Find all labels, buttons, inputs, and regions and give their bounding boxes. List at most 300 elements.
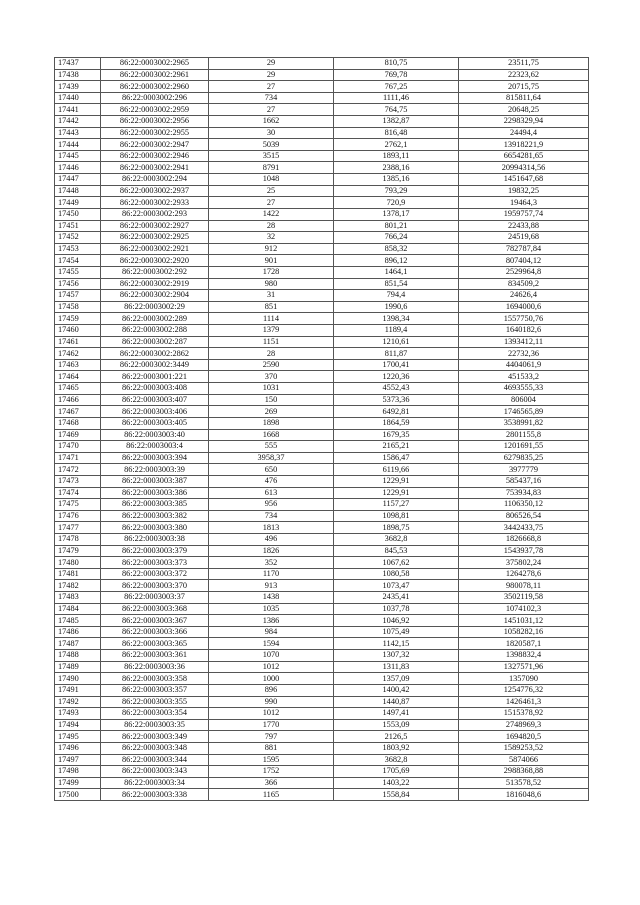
table-cell: 1000: [209, 673, 334, 685]
table-cell: 3538991,82: [459, 417, 589, 429]
table-row: [55, 417, 589, 429]
table-cell: 17460: [55, 325, 101, 337]
table-cell: 650: [209, 464, 334, 476]
table-cell: 22323,62: [459, 69, 589, 81]
table-cell: 86:22:0003003:39: [101, 464, 209, 476]
table-cell: 1826: [209, 545, 334, 557]
table-cell: 845,53: [334, 545, 459, 557]
table-cell: 17449: [55, 197, 101, 209]
table-cell: 17469: [55, 429, 101, 441]
table-cell: 806526,54: [459, 510, 589, 522]
table-cell: 20648,25: [459, 104, 589, 116]
table-cell: 17470: [55, 441, 101, 453]
table-cell: 86:22:0003003:338: [101, 789, 209, 801]
table-cell: 17493: [55, 708, 101, 720]
table-cell: 17438: [55, 69, 101, 81]
table-cell: 797: [209, 731, 334, 743]
table-cell: 17446: [55, 162, 101, 174]
table-cell: 366: [209, 777, 334, 789]
table-row: [55, 290, 589, 302]
table-cell: 86:22:0003002:2959: [101, 104, 209, 116]
table-cell: 86:22:0003003:36: [101, 661, 209, 673]
table-cell: 2590: [209, 359, 334, 371]
table-row: [55, 255, 589, 267]
table-row: [55, 359, 589, 371]
table-cell: 1142,15: [334, 638, 459, 650]
table-row: [55, 475, 589, 487]
table-cell: 6279835,25: [459, 452, 589, 464]
table-cell: 555: [209, 441, 334, 453]
table-cell: 2529964,8: [459, 266, 589, 278]
table-cell: 17459: [55, 313, 101, 325]
table-cell: 17441: [55, 104, 101, 116]
table-cell: 27: [209, 81, 334, 93]
table-cell: 1357090: [459, 673, 589, 685]
table-row: [55, 127, 589, 139]
table-cell: 1594: [209, 638, 334, 650]
table-row: [55, 626, 589, 638]
table-cell: 17484: [55, 603, 101, 615]
table-cell: 1752: [209, 766, 334, 778]
table-cell: 816,48: [334, 127, 459, 139]
table-cell: 86:22:0003003:386: [101, 487, 209, 499]
table-cell: 1165: [209, 789, 334, 801]
table-row: [55, 592, 589, 604]
table-cell: 1694000,6: [459, 301, 589, 313]
table-row: [55, 568, 589, 580]
table-cell: 17478: [55, 533, 101, 545]
table-cell: 86:22:0003002:289: [101, 313, 209, 325]
table-cell: 17456: [55, 278, 101, 290]
table-cell: 1111,46: [334, 92, 459, 104]
table-cell: 1378,17: [334, 208, 459, 220]
table-cell: 30: [209, 127, 334, 139]
table-cell: 17498: [55, 766, 101, 778]
table-cell: 851: [209, 301, 334, 313]
table-cell: 613: [209, 487, 334, 499]
table-cell: 86:22:0003003:373: [101, 557, 209, 569]
table-cell: 24626,4: [459, 290, 589, 302]
table-cell: 86:22:0003003:405: [101, 417, 209, 429]
table-cell: 17496: [55, 742, 101, 754]
table-cell: 17474: [55, 487, 101, 499]
table-cell: 29: [209, 58, 334, 70]
table-cell: 1426461,3: [459, 696, 589, 708]
table-cell: 1816048,6: [459, 789, 589, 801]
table-cell: 980: [209, 278, 334, 290]
table-cell: 375802,24: [459, 557, 589, 569]
table-cell: 1662: [209, 116, 334, 128]
table-cell: 17489: [55, 661, 101, 673]
table-cell: 17471: [55, 452, 101, 464]
table-cell: 476: [209, 475, 334, 487]
table-cell: 86:22:0003003:367: [101, 615, 209, 627]
table-row: [55, 336, 589, 348]
table-cell: 1497,41: [334, 708, 459, 720]
table-cell: 1803,92: [334, 742, 459, 754]
table-cell: 1357,09: [334, 673, 459, 685]
table-cell: 451533,2: [459, 371, 589, 383]
table-cell: 86:22:0003003:365: [101, 638, 209, 650]
table-cell: 1558,84: [334, 789, 459, 801]
table-cell: 17442: [55, 116, 101, 128]
table-cell: 17468: [55, 417, 101, 429]
table-row: [55, 731, 589, 743]
table-cell: 2762,1: [334, 139, 459, 151]
table-row: [55, 197, 589, 209]
table-cell: 956: [209, 499, 334, 511]
table-cell: 86:22:0003003:407: [101, 394, 209, 406]
table-cell: 25: [209, 185, 334, 197]
table-row: [55, 789, 589, 801]
table-cell: 86:22:0003003:343: [101, 766, 209, 778]
table-cell: 86:22:0003003:372: [101, 568, 209, 580]
table-cell: 86:22:0003003:349: [101, 731, 209, 743]
table-row: [55, 394, 589, 406]
table-cell: 1451031,12: [459, 615, 589, 627]
table-cell: 86:22:0003003:394: [101, 452, 209, 464]
table-cell: 1668: [209, 429, 334, 441]
table-cell: 1700,41: [334, 359, 459, 371]
table-cell: 815811,64: [459, 92, 589, 104]
table-cell: 31: [209, 290, 334, 302]
table-cell: 1046,92: [334, 615, 459, 627]
table-cell: 17444: [55, 139, 101, 151]
table-cell: 24519,68: [459, 232, 589, 244]
table-cell: 753934,83: [459, 487, 589, 499]
table-cell: 86:22:0003002:292: [101, 266, 209, 278]
table-row: [55, 301, 589, 313]
table-cell: 496: [209, 533, 334, 545]
table-cell: 858,32: [334, 243, 459, 255]
table-cell: 86:22:0003003:385: [101, 499, 209, 511]
table-cell: 17473: [55, 475, 101, 487]
table-cell: 513578,52: [459, 777, 589, 789]
table-row: [55, 754, 589, 766]
table-cell: 3515: [209, 150, 334, 162]
table-cell: 17463: [55, 359, 101, 371]
table-row: [55, 58, 589, 70]
table-cell: 1438: [209, 592, 334, 604]
table-row: [55, 116, 589, 128]
table-row: [55, 441, 589, 453]
cadastral-value-table: [54, 57, 589, 801]
table-cell: 86:22:0003003:358: [101, 673, 209, 685]
table-cell: 1379: [209, 325, 334, 337]
table-cell: 1012: [209, 708, 334, 720]
table-cell: 1826668,8: [459, 533, 589, 545]
table-cell: 17485: [55, 615, 101, 627]
table-cell: 1893,11: [334, 150, 459, 162]
table-cell: 1589253,52: [459, 742, 589, 754]
table-cell: 1398,34: [334, 313, 459, 325]
table-cell: 86:22:0003003:408: [101, 383, 209, 395]
table-cell: 1400,42: [334, 684, 459, 696]
table-cell: 86:22:0003002:2955: [101, 127, 209, 139]
table-cell: 896: [209, 684, 334, 696]
table-cell: 86:22:0003002:2965: [101, 58, 209, 70]
table-row: [55, 325, 589, 337]
table-row: [55, 487, 589, 499]
table-cell: 1048: [209, 174, 334, 186]
table-cell: 17486: [55, 626, 101, 638]
table-cell: 1189,4: [334, 325, 459, 337]
table-cell: 1058282,16: [459, 626, 589, 638]
table-cell: 17491: [55, 684, 101, 696]
table-cell: 86:22:0003003:354: [101, 708, 209, 720]
table-cell: 1170: [209, 568, 334, 580]
table-cell: 1464,1: [334, 266, 459, 278]
table-cell: 86:22:0003003:40: [101, 429, 209, 441]
table-cell: 913: [209, 580, 334, 592]
table-cell: 2435,41: [334, 592, 459, 604]
table-cell: 1201691,55: [459, 441, 589, 453]
table-cell: 1151: [209, 336, 334, 348]
table-cell: 1515378,92: [459, 708, 589, 720]
table-cell: 5373,36: [334, 394, 459, 406]
table-cell: 17495: [55, 731, 101, 743]
table-row: [55, 557, 589, 569]
table-cell: 86:22:0003002:296: [101, 92, 209, 104]
table-cell: 352: [209, 557, 334, 569]
table-cell: 86:22:0003002:2960: [101, 81, 209, 93]
table-row: [55, 92, 589, 104]
table-cell: 17497: [55, 754, 101, 766]
table-cell: 5039: [209, 139, 334, 151]
table-cell: 1080,58: [334, 568, 459, 580]
table-cell: 86:22:0003003:37: [101, 592, 209, 604]
table-row: [55, 266, 589, 278]
table-cell: 6119,66: [334, 464, 459, 476]
table-cell: 1037,78: [334, 603, 459, 615]
table-cell: 1728: [209, 266, 334, 278]
table-cell: 86:22:0003002:2904: [101, 290, 209, 302]
table-cell: 2165,21: [334, 441, 459, 453]
table-cell: 2388,16: [334, 162, 459, 174]
table-cell: 86:22:0003002:2925: [101, 232, 209, 244]
table-cell: 1386: [209, 615, 334, 627]
table-row: [55, 777, 589, 789]
table-cell: 1990,6: [334, 301, 459, 313]
table-cell: 1705,69: [334, 766, 459, 778]
table-cell: 17453: [55, 243, 101, 255]
table-cell: 86:22:0003002:2920: [101, 255, 209, 267]
table-cell: 1307,32: [334, 650, 459, 662]
table-cell: 1770: [209, 719, 334, 731]
table-cell: 27: [209, 104, 334, 116]
table-cell: 811,87: [334, 348, 459, 360]
table-cell: 1073,47: [334, 580, 459, 592]
table-row: [55, 650, 589, 662]
table-cell: 86:22:0003003:379: [101, 545, 209, 557]
table-cell: 17466: [55, 394, 101, 406]
table-cell: 17480: [55, 557, 101, 569]
table-cell: 86:22:0003002:2961: [101, 69, 209, 81]
table-cell: 17458: [55, 301, 101, 313]
table-cell: 17494: [55, 719, 101, 731]
table-row: [55, 162, 589, 174]
table-cell: 86:22:0003003:387: [101, 475, 209, 487]
table-cell: 17445: [55, 150, 101, 162]
table-cell: 17457: [55, 290, 101, 302]
table-cell: 1898: [209, 417, 334, 429]
table-row: [55, 533, 589, 545]
table-row: [55, 313, 589, 325]
table-row: [55, 452, 589, 464]
table-cell: 1451647,68: [459, 174, 589, 186]
table-cell: 1114: [209, 313, 334, 325]
table-cell: 370: [209, 371, 334, 383]
table-cell: 1959757,74: [459, 208, 589, 220]
table-row: [55, 522, 589, 534]
table-cell: 86:22:0003003:4: [101, 441, 209, 453]
table-row: [55, 638, 589, 650]
table-cell: 1254776,32: [459, 684, 589, 696]
table-cell: 17443: [55, 127, 101, 139]
table-cell: 6654281,65: [459, 150, 589, 162]
table-cell: 1067,62: [334, 557, 459, 569]
table-cell: 1694820,5: [459, 731, 589, 743]
table-row: [55, 406, 589, 418]
table-cell: 912: [209, 243, 334, 255]
table-cell: 28: [209, 220, 334, 232]
table-row: [55, 742, 589, 754]
table-cell: 29: [209, 69, 334, 81]
table-cell: 86:22:0003003:361: [101, 650, 209, 662]
table-cell: 3502119,58: [459, 592, 589, 604]
table-cell: 1075,49: [334, 626, 459, 638]
table-cell: 720,9: [334, 197, 459, 209]
table-cell: 2988368,88: [459, 766, 589, 778]
table-cell: 86:22:0003002:2862: [101, 348, 209, 360]
table-cell: 1327571,96: [459, 661, 589, 673]
table-cell: 1440,87: [334, 696, 459, 708]
table-cell: 1595: [209, 754, 334, 766]
table-cell: 1864,59: [334, 417, 459, 429]
table-cell: 86:22:0003002:2933: [101, 197, 209, 209]
table-cell: 8791: [209, 162, 334, 174]
table-cell: 17467: [55, 406, 101, 418]
table-cell: 86:22:0003003:34: [101, 777, 209, 789]
table-cell: 17465: [55, 383, 101, 395]
table-row: [55, 139, 589, 151]
table-cell: 1264278,6: [459, 568, 589, 580]
table-cell: 20715,75: [459, 81, 589, 93]
table-cell: 1385,16: [334, 174, 459, 186]
table-row: [55, 615, 589, 627]
table-cell: 17483: [55, 592, 101, 604]
table-cell: 17451: [55, 220, 101, 232]
table-row: [55, 174, 589, 186]
table-cell: 86:22:0003003:380: [101, 522, 209, 534]
table-cell: 17454: [55, 255, 101, 267]
table-cell: 17439: [55, 81, 101, 93]
table-cell: 86:22:0003002:2937: [101, 185, 209, 197]
table-row: [55, 766, 589, 778]
table-cell: 86:22:0003002:2921: [101, 243, 209, 255]
table-cell: 86:22:0003002:2919: [101, 278, 209, 290]
table-cell: 1393412,11: [459, 336, 589, 348]
table-cell: 86:22:0003002:288: [101, 325, 209, 337]
table-cell: 86:22:0003002:287: [101, 336, 209, 348]
table-cell: 86:22:0003002:2927: [101, 220, 209, 232]
table-cell: 86:22:0003003:406: [101, 406, 209, 418]
table-cell: 1746565,89: [459, 406, 589, 418]
table-cell: 1543937,78: [459, 545, 589, 557]
table-cell: 2801155,8: [459, 429, 589, 441]
table-row: [55, 371, 589, 383]
table-row: [55, 278, 589, 290]
table-cell: 896,12: [334, 255, 459, 267]
table-cell: 1679,35: [334, 429, 459, 441]
table-cell: 3977779: [459, 464, 589, 476]
table-cell: 17476: [55, 510, 101, 522]
table-cell: 17450: [55, 208, 101, 220]
table-cell: 1422: [209, 208, 334, 220]
table-cell: 86:22:0003003:355: [101, 696, 209, 708]
table-row: [55, 673, 589, 685]
table-row: [55, 220, 589, 232]
table-cell: 17492: [55, 696, 101, 708]
table-cell: 766,24: [334, 232, 459, 244]
table-cell: 1220,36: [334, 371, 459, 383]
table-row: [55, 545, 589, 557]
table-row: [55, 510, 589, 522]
table-cell: 17479: [55, 545, 101, 557]
table-cell: 881: [209, 742, 334, 754]
table-cell: 86:22:0003003:348: [101, 742, 209, 754]
table-cell: 17447: [55, 174, 101, 186]
table-row: [55, 661, 589, 673]
table-cell: 4404061,9: [459, 359, 589, 371]
table-cell: 86:22:0003003:357: [101, 684, 209, 696]
table-cell: 801,21: [334, 220, 459, 232]
table-cell: 1820587,1: [459, 638, 589, 650]
table-cell: 1586,47: [334, 452, 459, 464]
table-cell: 5874066: [459, 754, 589, 766]
table-cell: 86:22:0003003:370: [101, 580, 209, 592]
table-row: [55, 81, 589, 93]
table-cell: 793,29: [334, 185, 459, 197]
table-row: [55, 243, 589, 255]
table-cell: 1553,09: [334, 719, 459, 731]
table-row: [55, 69, 589, 81]
table-cell: 2126,5: [334, 731, 459, 743]
table-cell: 807404,12: [459, 255, 589, 267]
table-cell: 269: [209, 406, 334, 418]
table-cell: 17475: [55, 499, 101, 511]
table-cell: 1403,22: [334, 777, 459, 789]
table-cell: 3682,8: [334, 754, 459, 766]
table-cell: 17440: [55, 92, 101, 104]
table-row: [55, 499, 589, 511]
table-row: [55, 150, 589, 162]
table-cell: 17477: [55, 522, 101, 534]
table-cell: 86:22:0003001:221: [101, 371, 209, 383]
table-cell: 990: [209, 696, 334, 708]
table-cell: 2298329,94: [459, 116, 589, 128]
table-cell: 794,4: [334, 290, 459, 302]
table-row: [55, 708, 589, 720]
table-cell: 27: [209, 197, 334, 209]
table-cell: 1557750,76: [459, 313, 589, 325]
table-cell: 86:22:0003002:293: [101, 208, 209, 220]
table-row: [55, 383, 589, 395]
table-cell: 86:22:0003002:2941: [101, 162, 209, 174]
table-cell: 984: [209, 626, 334, 638]
table-cell: 86:22:0003002:2956: [101, 116, 209, 128]
table-cell: 86:22:0003002:29: [101, 301, 209, 313]
